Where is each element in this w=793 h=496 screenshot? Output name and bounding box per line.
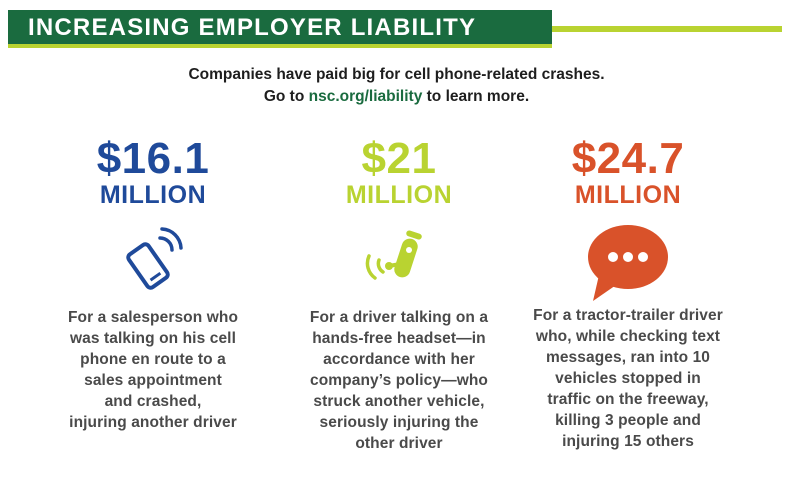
- case-amount: $16.1: [96, 134, 210, 183]
- case-amount: $24.7: [571, 134, 685, 183]
- desc-line: injuring another driver: [69, 414, 237, 431]
- desc-line: messages, ran into 10: [545, 349, 711, 366]
- desc-line: struck another vehicle,: [313, 393, 485, 410]
- desc-line: and crashed,: [104, 393, 202, 410]
- subtitle: [0, 64, 793, 108]
- case-unit: MILLION: [345, 181, 453, 209]
- desc-line: sales appointment: [84, 372, 222, 389]
- subtitle-prefix: Go to: [263, 88, 309, 105]
- desc-line: For a driver talking on a: [309, 309, 489, 326]
- desc-line: seriously injuring the: [319, 414, 479, 431]
- case-card-tractor-trailer: [520, 135, 736, 452]
- desc-line: company’s policy—who: [310, 372, 488, 389]
- desc-line: was talking on his cell: [70, 330, 236, 347]
- desc-line: accordance with her: [323, 351, 475, 368]
- desc-line: other driver: [355, 435, 443, 452]
- desc-line: For a salesperson who: [67, 309, 239, 326]
- case-unit: MILLION: [574, 181, 682, 209]
- hands-free-headset-icon: [296, 209, 502, 309]
- desc-line: vehicles stopped in: [555, 370, 701, 387]
- case-description: [520, 305, 736, 452]
- page-title: INCREASING EMPLOYER LIABILITY: [28, 14, 477, 41]
- case-card-salesperson: [50, 135, 256, 433]
- desc-line: For a tractor-trailer driver: [533, 307, 723, 324]
- liability-link[interactable]: nsc.org/liability: [308, 88, 423, 105]
- case-amount: $21: [361, 134, 437, 183]
- case-description: [296, 307, 502, 454]
- case-card-headset: [296, 135, 502, 454]
- case-description: [50, 307, 256, 433]
- case-unit: MILLION: [99, 181, 207, 209]
- cell-phone-ringing-icon: [50, 209, 256, 309]
- desc-line: hands-free headset—in: [312, 330, 486, 347]
- desc-line: injuring 15 others: [562, 433, 694, 450]
- header-accent-line: [552, 26, 782, 32]
- desc-line: phone en route to a: [80, 351, 226, 368]
- desc-line: traffic on the freeway,: [547, 391, 709, 408]
- subtitle-suffix: to learn more.: [422, 88, 530, 105]
- text-message-bubble-icon: [520, 209, 736, 309]
- subtitle-line-1: Companies have paid big for cell phone-related crashes.: [188, 66, 605, 83]
- desc-line: killing 3 people and: [555, 412, 701, 429]
- desc-line: who, while checking text: [535, 328, 721, 345]
- header-banner: [8, 10, 552, 48]
- subtitle-line-2: [0, 86, 793, 108]
